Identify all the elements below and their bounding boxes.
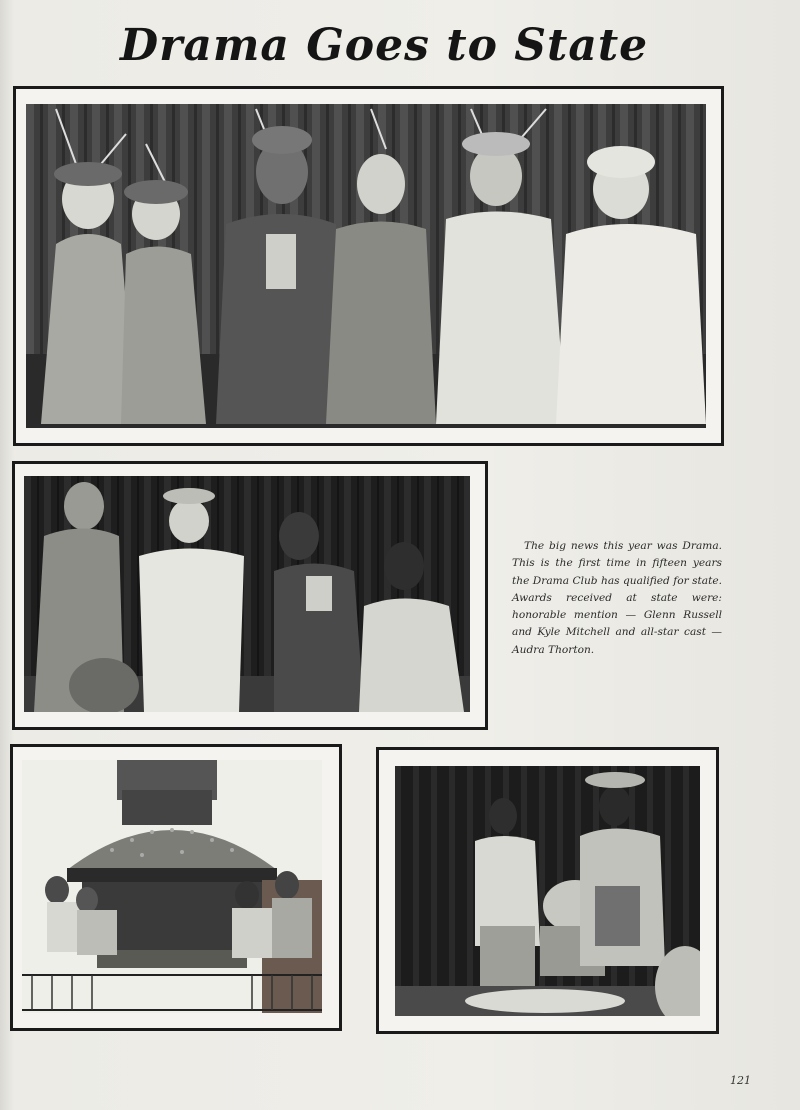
page-title: Drama Goes to State: [120, 20, 649, 71]
middle-photo-image: [24, 476, 470, 712]
bottom-left-photo-image: [22, 760, 322, 1013]
top-photo: [26, 104, 706, 428]
bottom-right-photo: [395, 766, 700, 1016]
bottom-left-photo: [22, 760, 322, 1013]
bottom-right-photo-image: [395, 766, 700, 1016]
top-photo-image: [26, 104, 706, 428]
caption-text: The big news this year was Drama. This is the first time in fifteen years the Drama Club has qualified for state. Awards received at state were: honorable mention — Glenn Russell and Kyle Mitchell and all-star cast — Audra Thorton.: [512, 540, 722, 656]
page-number: 121: [730, 1074, 751, 1087]
middle-photo: [24, 476, 470, 712]
